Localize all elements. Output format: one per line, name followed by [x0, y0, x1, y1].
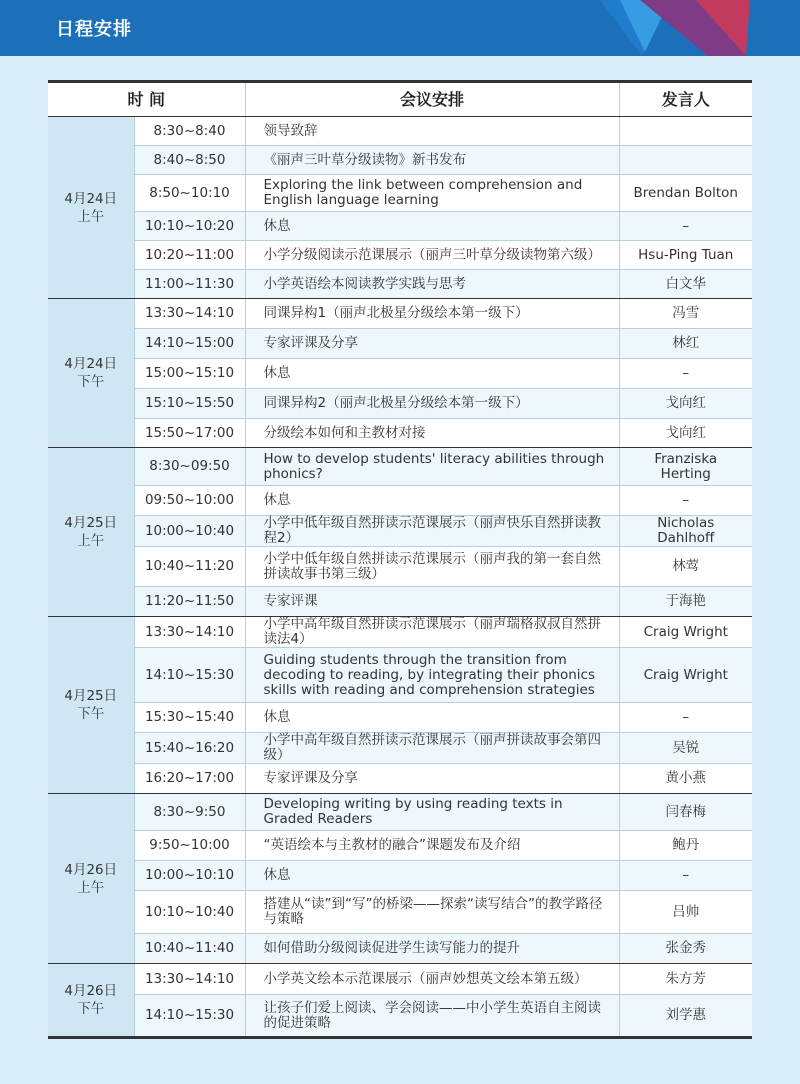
section-title: 日程安排 [56, 19, 132, 40]
topic-cell: 小学中低年级自然拼读示范课展示（丽声我的第一套自然拼读故事书第三级） [245, 547, 619, 587]
table-row [48, 995, 752, 1038]
schedule-body [48, 117, 752, 1038]
topic-cell: 专家评课及分享 [245, 329, 619, 359]
topic-cell: 同课异构1（丽声北极星分级绘本第一级下） [245, 299, 619, 329]
time-cell: 15:00~15:10 [134, 359, 245, 389]
session-date-cell [48, 964, 134, 1038]
time-cell: 8:50~10:10 [134, 175, 245, 212]
table-row [48, 733, 752, 764]
speaker-cell: – [619, 212, 752, 241]
session-period: 上午 [77, 533, 105, 549]
speaker-cell: 朱方芳 [619, 964, 752, 995]
topic-cell: 领导致辞 [245, 117, 619, 146]
time-cell: 8:40~8:50 [134, 146, 245, 175]
topic-cell: 小学中低年级自然拼读示范课展示（丽声快乐自然拼读教程2） [245, 516, 619, 547]
topic-cell: 休息 [245, 212, 619, 241]
speaker-cell: 吴锐 [619, 733, 752, 764]
topic-cell: 如何借助分级阅读促进学生读写能力的提升 [245, 934, 619, 964]
time-cell: 16:20~17:00 [134, 764, 245, 794]
session-date-cell [48, 617, 134, 794]
table-row [48, 764, 752, 794]
speaker-cell: 林莺 [619, 547, 752, 587]
time-cell: 15:10~15:50 [134, 389, 245, 419]
table-row [48, 329, 752, 359]
topic-cell: “英语绘本与主教材的融合”课题发布及介绍 [245, 831, 619, 861]
speaker-cell [619, 146, 752, 175]
time-cell: 15:40~16:20 [134, 733, 245, 764]
speaker-cell: 闫春梅 [619, 794, 752, 831]
session-date: 4月25日 [64, 688, 118, 704]
speaker-cell: 吕帅 [619, 891, 752, 934]
time-cell: 10:00~10:40 [134, 516, 245, 547]
topic-cell: Exploring the link between comprehension and English language learning [245, 175, 619, 212]
time-cell: 15:50~17:00 [134, 419, 245, 448]
speaker-cell: 张金秀 [619, 934, 752, 964]
header-time: 时 间 [48, 82, 245, 117]
speaker-cell: Brendan Bolton [619, 175, 752, 212]
speaker-cell: 戈向红 [619, 389, 752, 419]
speaker-cell: Nicholas Dahlhoff [619, 516, 752, 547]
speaker-cell: 戈向红 [619, 419, 752, 448]
topic-cell: 让孩子们爱上阅读、学会阅读——中小学生英语自主阅读的促进策略 [245, 995, 619, 1038]
topic-cell: Guiding students through the transition from decoding to reading, by integrating their phonics skills with reading and comprehension strategies [245, 648, 619, 703]
speaker-cell: – [619, 486, 752, 516]
session-period: 下午 [77, 1001, 105, 1017]
time-cell: 10:10~10:40 [134, 891, 245, 934]
table-row [48, 486, 752, 516]
time-cell: 13:30~14:10 [134, 617, 245, 648]
topic-cell: 小学中高年级自然拼读示范课展示（丽声瑞格叔叔自然拼读法4） [245, 617, 619, 648]
topic-cell: Developing writing by using reading texts in Graded Readers [245, 794, 619, 831]
time-cell: 13:30~14:10 [134, 299, 245, 329]
speaker-cell [619, 117, 752, 146]
table-row [48, 794, 752, 831]
time-cell: 14:10~15:30 [134, 648, 245, 703]
session-date-cell [48, 117, 134, 299]
speaker-cell: – [619, 359, 752, 389]
table-row [48, 861, 752, 891]
topic-cell: How to develop students' literacy abilities through phonics? [245, 448, 619, 486]
time-cell: 10:00~10:10 [134, 861, 245, 891]
speaker-cell: 林红 [619, 329, 752, 359]
topic-cell: 小学中高年级自然拼读示范课展示（丽声拼读故事会第四级） [245, 733, 619, 764]
speaker-cell: Craig Wright [619, 648, 752, 703]
topic-cell: 分级绘本如何和主教材对接 [245, 419, 619, 448]
table-row [48, 587, 752, 617]
table-row [48, 703, 752, 733]
session-period: 下午 [77, 374, 105, 390]
session-date: 4月25日 [64, 515, 118, 531]
topic-cell: 专家评课 [245, 587, 619, 617]
time-cell: 10:40~11:40 [134, 934, 245, 964]
topic-cell: 小学英文绘本示范课展示（丽声妙想英文绘本第五级） [245, 964, 619, 995]
table-row [48, 448, 752, 486]
time-cell: 10:20~11:00 [134, 241, 245, 270]
table-row [48, 617, 752, 648]
schedule-table-container [48, 80, 752, 1039]
time-cell: 10:40~11:20 [134, 547, 245, 587]
table-row [48, 146, 752, 175]
table-row [48, 212, 752, 241]
page-header [0, 0, 800, 56]
time-cell: 14:10~15:00 [134, 329, 245, 359]
table-row [48, 934, 752, 964]
header-decoration [600, 0, 800, 56]
time-cell: 13:30~14:10 [134, 964, 245, 995]
table-row [48, 419, 752, 448]
speaker-cell: 刘学惠 [619, 995, 752, 1038]
speaker-cell: 于海艳 [619, 587, 752, 617]
topic-cell: 小学分级阅读示范课展示（丽声三叶草分级读物第六级） [245, 241, 619, 270]
topic-cell: 小学英语绘本阅读教学实践与思考 [245, 270, 619, 299]
speaker-cell: Craig Wright [619, 617, 752, 648]
table-row [48, 389, 752, 419]
table-row [48, 117, 752, 146]
topic-cell: 同课异构2（丽声北极星分级绘本第一级下） [245, 389, 619, 419]
table-row [48, 516, 752, 547]
topic-cell: 休息 [245, 861, 619, 891]
time-cell: 09:50~10:00 [134, 486, 245, 516]
speaker-cell: 白文华 [619, 270, 752, 299]
schedule-table [48, 80, 752, 1039]
table-row [48, 964, 752, 995]
topic-cell: 专家评课及分享 [245, 764, 619, 794]
header-agenda: 会议安排 [245, 82, 619, 117]
topic-cell: 搭建从“读”到“写”的桥梁——探索“读写结合”的教学路径与策略 [245, 891, 619, 934]
session-period: 下午 [77, 706, 105, 722]
table-row [48, 175, 752, 212]
header-speaker: 发言人 [619, 82, 752, 117]
speaker-cell: Franziska Herting [619, 448, 752, 486]
session-date: 4月26日 [64, 861, 118, 878]
table-row [48, 648, 752, 703]
session-date: 4月24日 [64, 190, 118, 207]
speaker-cell: Hsu-Ping Tuan [619, 241, 752, 270]
topic-cell: 休息 [245, 359, 619, 389]
table-row [48, 270, 752, 299]
session-period: 上午 [77, 879, 105, 896]
time-cell: 8:30~9:50 [134, 794, 245, 831]
session-date-cell [48, 448, 134, 617]
time-cell: 10:10~10:20 [134, 212, 245, 241]
speaker-cell: – [619, 861, 752, 891]
session-date: 4月26日 [64, 983, 118, 999]
time-cell: 14:10~15:30 [134, 995, 245, 1038]
time-cell: 9:50~10:00 [134, 831, 245, 861]
table-header-row [48, 82, 752, 117]
speaker-cell: 冯雪 [619, 299, 752, 329]
topic-cell: 休息 [245, 703, 619, 733]
time-cell: 15:30~15:40 [134, 703, 245, 733]
table-row [48, 359, 752, 389]
session-date-cell [48, 299, 134, 448]
speaker-cell: 鲍丹 [619, 831, 752, 861]
table-row [48, 241, 752, 270]
table-row [48, 547, 752, 587]
time-cell: 8:30~09:50 [134, 448, 245, 486]
time-cell: 8:30~8:40 [134, 117, 245, 146]
time-cell: 11:00~11:30 [134, 270, 245, 299]
session-period: 上午 [77, 208, 105, 225]
session-date-cell [48, 794, 134, 964]
speaker-cell: 黄小燕 [619, 764, 752, 794]
speaker-cell: – [619, 703, 752, 733]
session-date: 4月24日 [64, 356, 118, 372]
table-row [48, 831, 752, 861]
topic-cell: 《丽声三叶草分级读物》新书发布 [245, 146, 619, 175]
topic-cell: 休息 [245, 486, 619, 516]
time-cell: 11:20~11:50 [134, 587, 245, 617]
table-row [48, 299, 752, 329]
table-row [48, 891, 752, 934]
